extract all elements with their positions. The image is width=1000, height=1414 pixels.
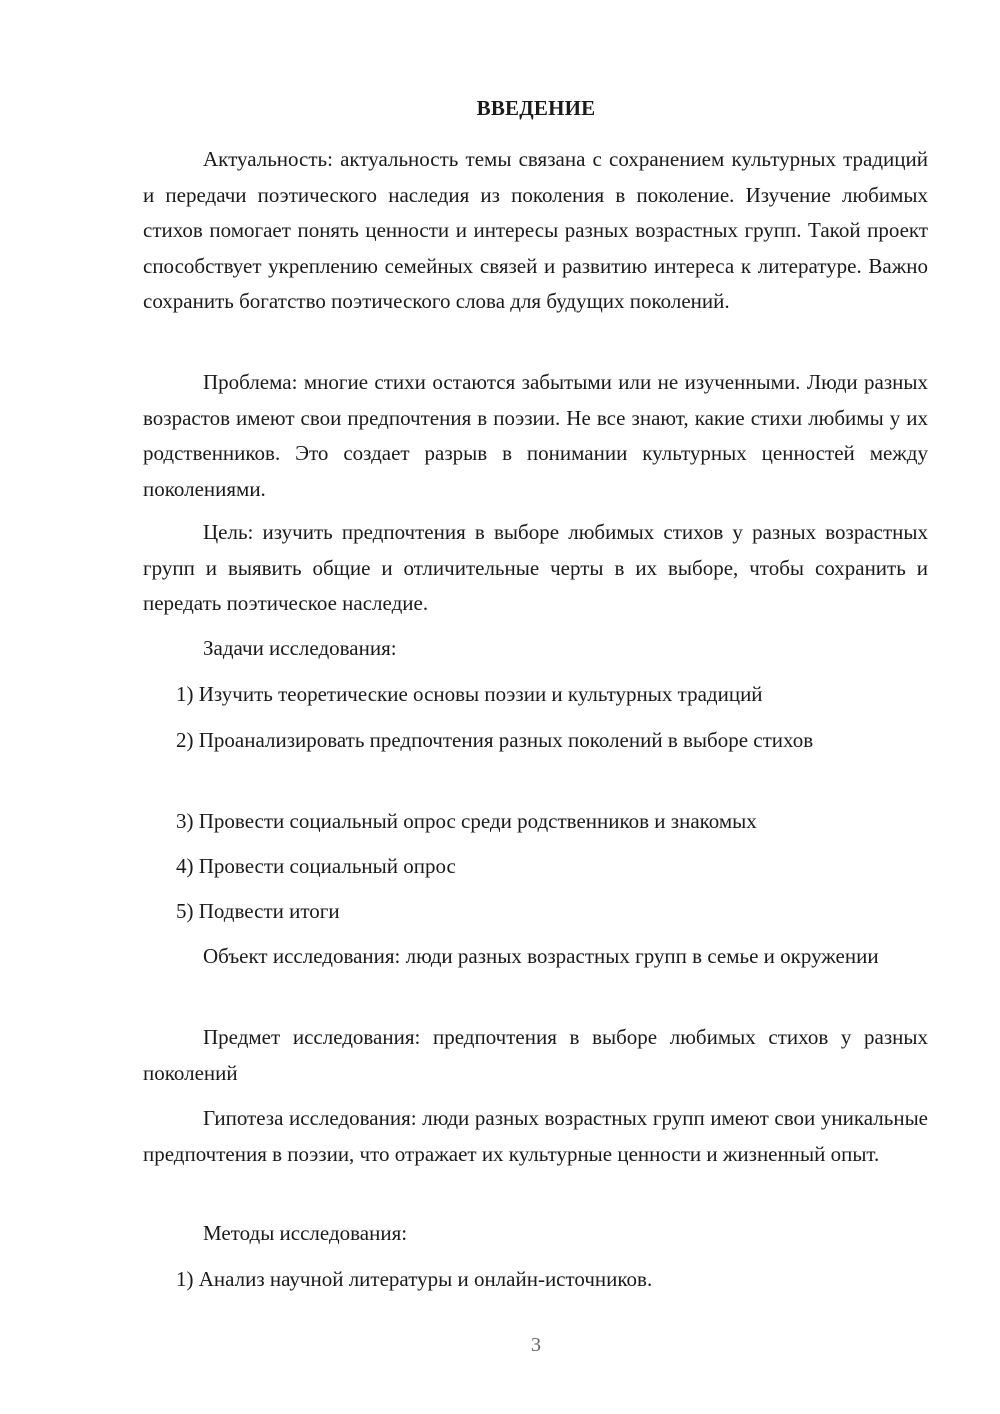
task-item-3: 3) Провести социальный опрос среди родственников и знакомых xyxy=(176,809,757,833)
task-item-5: 5) Подвести итоги xyxy=(176,899,340,923)
page-number: 3 xyxy=(531,1334,541,1356)
paragraph-hypothesis: Гипотеза исследования: люди разных возрастных групп имеют свои уникальные предпочтения в поэзии, что отражает их культурные ценности и жизненный опыт. xyxy=(143,1106,928,1166)
paragraph-actuality: Актуальность: актуальность темы связана с сохранением культурных традиций и передачи поэтического наследия из поколения в поколение. Изучение любимых стихов помогает понять ценности и интересы разных возрастных групп. Такой проект способствует укреплению семейных связей и развитию интереса к литературе. Важно сохранить богатство поэтического слова для будущих поколений. xyxy=(143,147,928,313)
method-item-1: 1) Анализ научной литературы и онлайн-источников. xyxy=(176,1267,653,1291)
methods-heading: Методы исследования: xyxy=(203,1221,408,1245)
task-item-4: 4) Провести социальный опрос xyxy=(176,854,456,878)
paragraph-object: Объект исследования: люди разных возрастных групп в семье и окружении xyxy=(203,944,879,968)
page-title: ВВЕДЕНИЕ xyxy=(476,96,596,120)
paragraph-subject: Предмет исследования: предпочтения в выборе любимых стихов у разных поколений xyxy=(143,1025,928,1085)
task-item-1: 1) Изучить теоретические основы поэзии и культурных традиций xyxy=(176,682,763,706)
paragraph-problem: Проблема: многие стихи остаются забытыми или не изученными. Люди разных возрастов имеют свои предпочтения в поэзии. Не все знают, какие стихи любимы у их родственников. Это создает разрыв в понимании культурных ценностей между поколениями. xyxy=(143,370,928,501)
paragraph-goal: Цель: изучить предпочтения в выборе любимых стихов у разных возрастных групп и выявить общие и отличительные черты в их выборе, чтобы сохранить и передать поэтическое наследие. xyxy=(143,520,928,615)
tasks-heading: Задачи исследования: xyxy=(203,636,397,660)
task-item-2: 2) Проанализировать предпочтения разных поколений в выборе стихов xyxy=(176,728,814,752)
